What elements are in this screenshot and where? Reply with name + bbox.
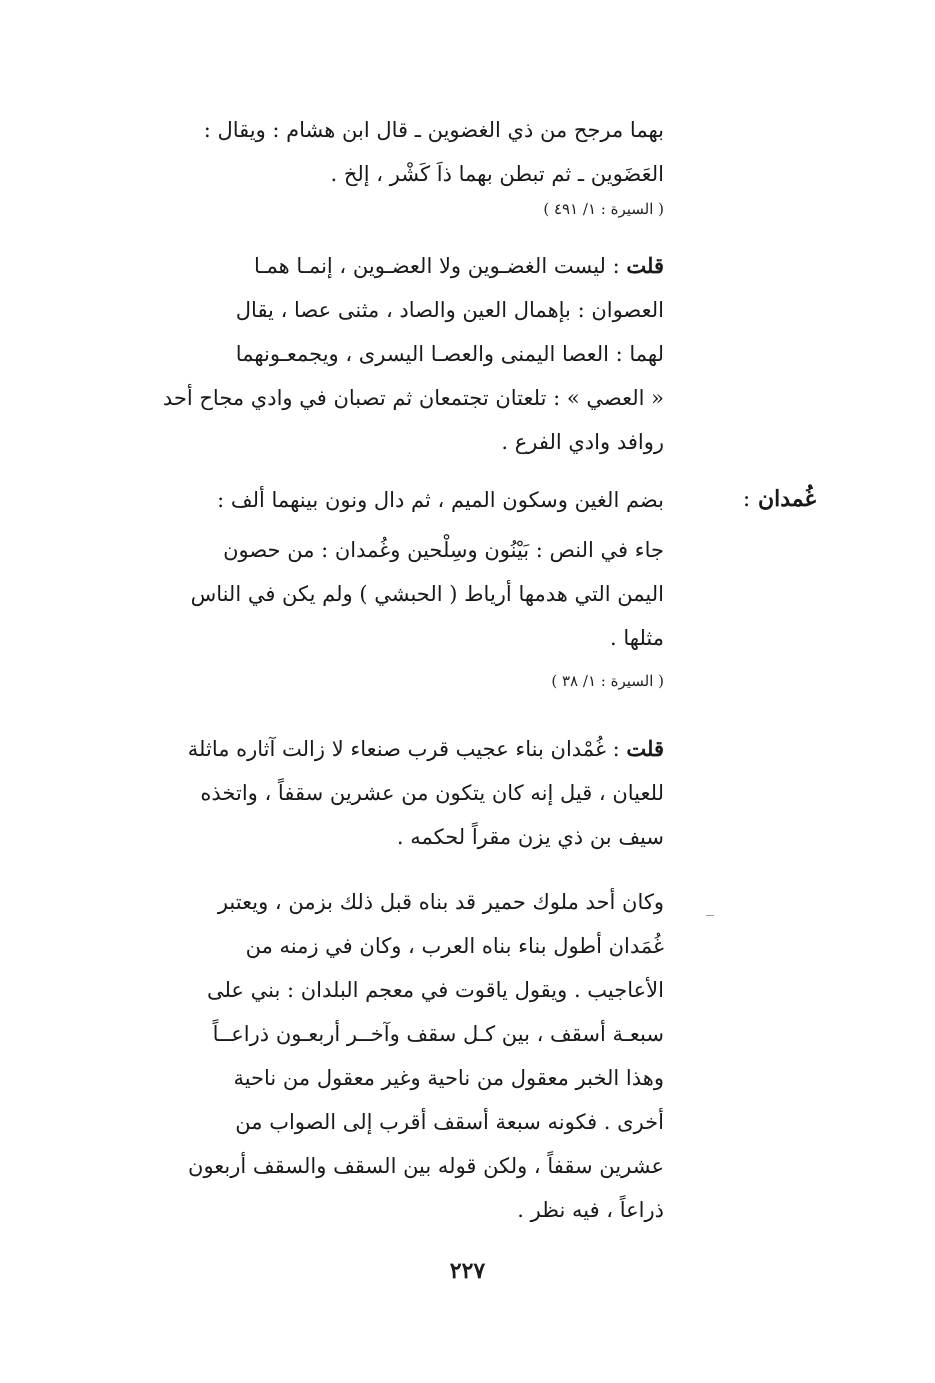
text-line: روافد وادي الفرع . (501, 430, 664, 454)
headword-colon: : (742, 487, 751, 512)
entry-definition (126, 478, 664, 692)
text-line: بضم الغين وسكون الميم ، ثم دال ونون بينهما ألف : (217, 488, 664, 512)
text-line: « العصي » : تلعتان تجتمعان ثم تصبان في وادي مجاح أحد (162, 386, 664, 410)
text-line: سبعـة أسقف ، بين كـل سقف وآخــر أربعـون ذراعــاً (212, 1022, 664, 1046)
note-label: قلت (626, 736, 664, 761)
text-line: العَضَوين ـ ثم تبطن بهما ذاَ كَشْر ، إلخ . (330, 162, 664, 186)
text-line: للعيان ، قيل إنه كان يتكون من عشرين سقفاً ، واتخذه (200, 781, 664, 805)
entry-headword (726, 482, 816, 517)
citation: ( السيرة : ۱/ ٤٩١ ) (543, 200, 664, 218)
text-line: لهما : العصا اليمنى والعصـا اليسرى ، ويجمعـونهما (235, 342, 664, 366)
text-line: مثلها . (610, 626, 664, 650)
citation: ( السيرة : ۱/ ۳۸ ) (551, 672, 664, 690)
margin-mark (706, 915, 714, 916)
text-line (126, 244, 664, 288)
text-line (126, 727, 664, 771)
text-line: وكان أحد ملوك حمير قد بناه قبل ذلك بزمن ، ويعتبر (217, 890, 664, 914)
final-paragraph (126, 880, 664, 1232)
top-paragraph (126, 108, 664, 220)
text-line: وهذا الخبر معقول من ناحية وغير معقول من ناحية (233, 1066, 664, 1090)
text-line: جاء في النص : بَيْنُون وسِلْحين وغُمدان : من حصون (223, 538, 664, 562)
text-line: أخرى . فكونه سبعة أسقف أقرب إلى الصواب من (235, 1110, 664, 1134)
text-span: : غُمْدان بناء عجيب قرب صنعاء لا زالت آثاره ماثلة (187, 737, 620, 761)
note-paragraph (126, 727, 664, 859)
page-number: ۲۲۷ (449, 1258, 486, 1284)
text-line: بهما مرجح من ذي الغضوين ـ قال ابن هشام : ويقال : (203, 118, 664, 142)
headword-text: غُمدان (757, 486, 816, 512)
text-span: : ليست الغضـوين ولا العضـوين ، إنمـا همـا (253, 254, 620, 278)
text-line: العصوان : بإهمال العين والصاد ، مثنى عصا ، يقال (235, 298, 664, 322)
text-line: الأعاجيب . ويقول ياقوت في معجم البلدان : بني على (206, 978, 664, 1002)
text-line: ذراعاً ، فيه نظر . (517, 1198, 664, 1222)
text-line: عشرين سقفاً ، ولكن قوله بين السقف والسقف أربعون (188, 1154, 664, 1178)
text-line: سيف بن ذي يزن مقراً لحكمه . (396, 825, 664, 849)
text-line: اليمن التي هدمها أرياط ( الحبشي ) ولم يكن في الناس (190, 582, 664, 606)
note-paragraph (126, 244, 664, 464)
text-line: غُمَدان أطول بناء بناه العرب ، وكان في زمنه من (245, 934, 664, 958)
note-label: قلت (626, 253, 664, 278)
